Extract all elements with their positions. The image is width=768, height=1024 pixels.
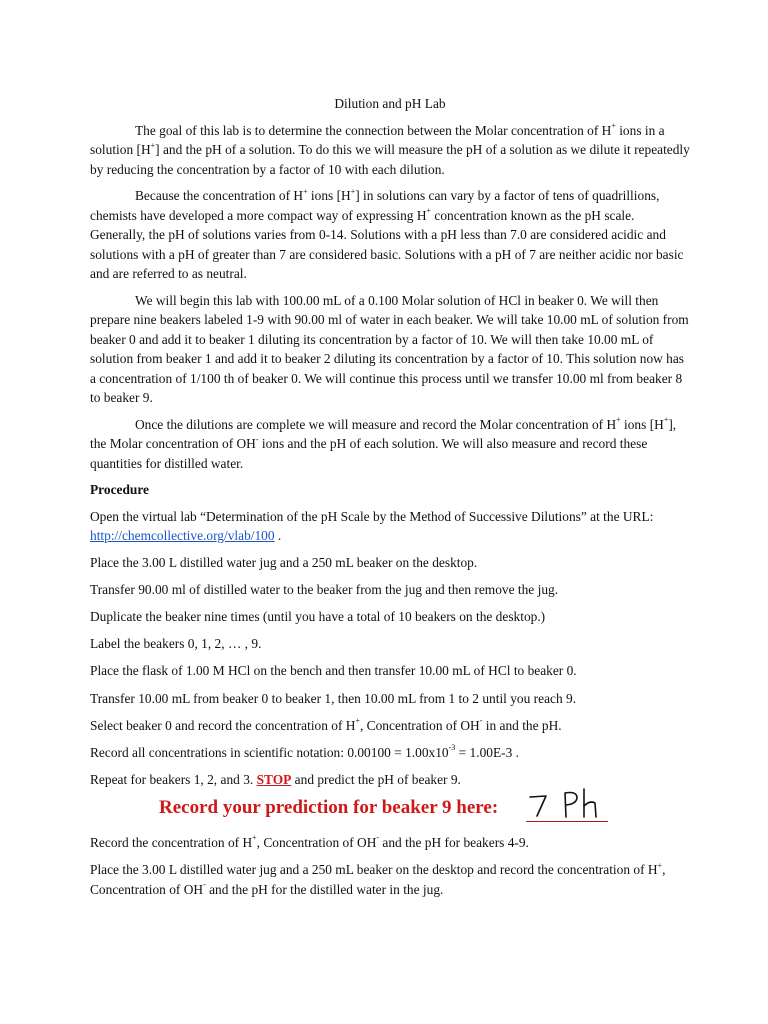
prediction-row — [90, 797, 690, 827]
procedure-step-9: Record all concentrations in scientific notation: $0.00100 = 1.00x10^{-3} = 1.00E-3$ . — [90, 743, 519, 760]
measurement-paragraph: Once the dilutions are complete we will measure and record the Molar concentration of H+ ions [H+], the Molar concentration of OH- ions and the pH of each solution. We will also measure and record these quantities for distilled water. — [90, 415, 677, 471]
procedure-heading: Procedure — [90, 482, 150, 497]
ph-scale-paragraph: Because the concentration of H+ ions [H+] in solutions can vary by a factor of tens of quadrillions, chemists have developed a more compact way of expressing H+ concentration known as the pH scale. Generally, the pH of solutions varies from 0-14. Solutions with a pH less than 7.0 are considered acidic and solutions with a pH of greater than 7 are considered basic. Solutions with a pH of 7 are neither acidic nor basic and are referred to as neutral. — [90, 186, 684, 281]
procedure-step-2: Place the 3.00 L distilled water jug and a 250 mL beaker on the desktop. — [90, 555, 478, 571]
procedure-step-4: Duplicate the beaker nine times (until you have a total of 10 beakers on the desktop.) — [90, 609, 546, 625]
stop-warning: STOP — [256, 771, 292, 787]
procedure-step-10: Repeat for beakers 1, 2, and 3. STOP and predict the pH of beaker 9. — [90, 771, 461, 787]
procedure-step-8: Select beaker 0 and record the concentration of H+, Concentration of OH- in and the pH. — [90, 716, 562, 733]
procedure-step-6: Place the flask of 1.00 M HCl on the bench and then transfer 10.00 mL of HCl to beaker 0. — [90, 663, 577, 679]
procedure-step-5: Label the beakers 0, 1, 2, … , 9. — [90, 636, 262, 652]
handwritten-prediction-svg — [524, 787, 610, 821]
procedure-step-1: Open the virtual lab “Determination of the pH Scale by the Method of Successive Dilutions” at the URL: http://chemcollective.org/vlab/100 . — [90, 508, 654, 543]
prediction-answer-line[interactable] — [526, 821, 608, 822]
dilution-paragraph: We will begin this lab with 100.00 mL of a 0.100 Molar solution of HCl in beaker 0. We will then prepare nine beakers labeled 1-9 with 90.00 ml of water in each beaker. We will take 10.00 mL of solution from beaker 0 and add it to beaker 1 diluting its concentration by a factor of 10. We will then take 10.00 mL of solution from beaker 1 and add it to beaker 2 diluting its concentration by a factor of 10. This solution now has a concentration of 1/100 th of beaker 0. We will continue this process until we transfer 10.00 ml from beaker 8 to beaker 9. — [90, 292, 689, 405]
document-page — [90, 94, 690, 907]
procedure-step-12: Place the 3.00 L distilled water jug and a 250 mL beaker on the desktop and record the concentration of H+, Concentration of OH- and the pH for the distilled water in the jug. — [90, 860, 666, 897]
chemcollective-link[interactable]: http://chemcollective.org/vlab/100 — [90, 528, 275, 543]
procedure-step-11: Record the concentration of H+, Concentration of OH- and the pH for beakers 4-9. — [90, 833, 529, 850]
procedure-step-7: Transfer 10.00 mL from beaker 0 to beaker 1, then 10.00 mL from 1 to 2 until you reach 9. — [90, 690, 577, 706]
procedure-step-3: Transfer 90.00 ml of distilled water to the beaker from the jug and then remove the jug. — [90, 582, 559, 598]
document-title: Dilution and pH Lab — [334, 96, 446, 111]
intro-paragraph: The goal of this lab is to determine the connection between the Molar concentration of H+ ions in a solution [H+] and the pH of a solution. To do this we will measure the pH of a solution as we dilute it repeatedly by reducing the concentration by a factor of 10 with each dilution. — [90, 121, 690, 177]
prediction-label: Record your prediction for beaker 9 here: — [159, 796, 499, 818]
